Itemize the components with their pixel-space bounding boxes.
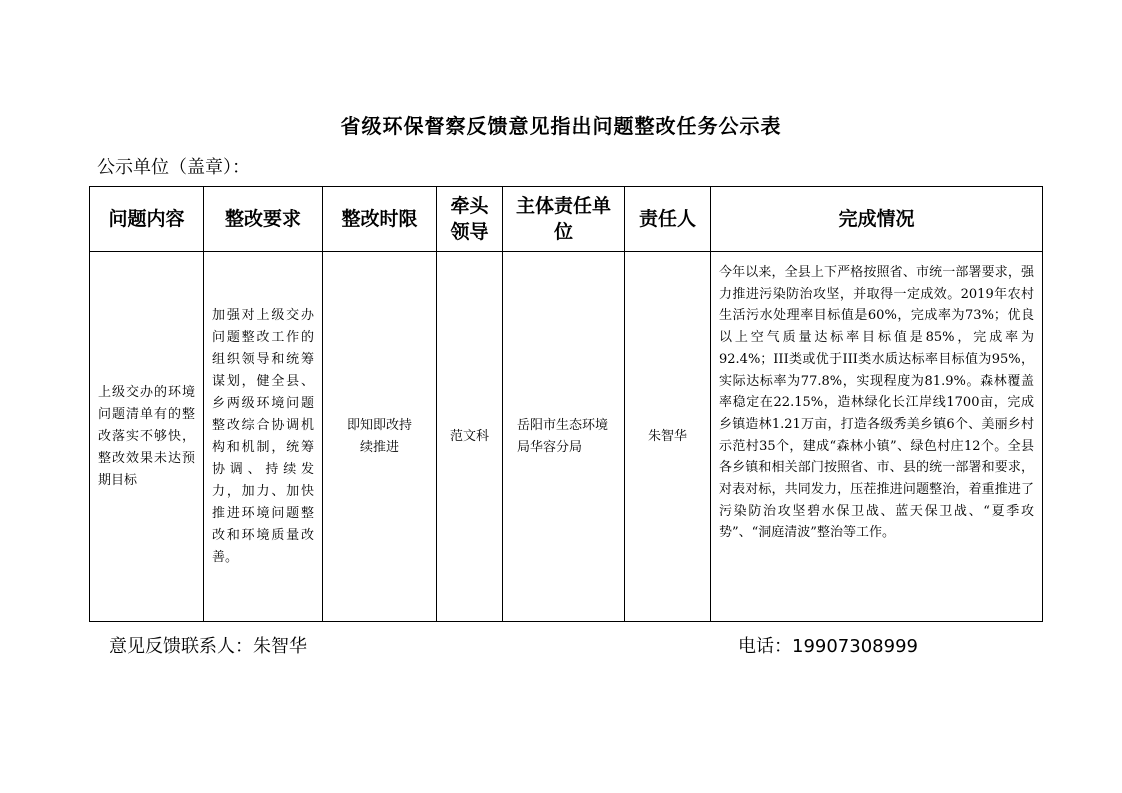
header-deadline: 整改时限	[323, 187, 437, 252]
cell-requirement: 加强对上级交办问题整改工作的组织领导和统筹谋划，健全县、乡两级环境问题整改综合协调机构和机制，统筹协调、持续发力，加力、加快推进环境问题整改和环境质量改善。	[204, 252, 323, 622]
header-requirement: 整改要求	[204, 187, 323, 252]
cell-responsible-unit: 岳阳市生态环境局华容分局	[503, 252, 625, 622]
cell-responsible-person: 朱智华	[625, 252, 711, 622]
cell-leader: 范文科	[437, 252, 503, 622]
header-leader: 牵头领导	[437, 187, 503, 252]
header-problem: 问题内容	[90, 187, 204, 252]
header-responsible-unit: 主体责任单位	[503, 187, 625, 252]
cell-status: 今年以来，全县上下严格按照省、市统一部署要求，强力推进污染防治攻坚，并取得一定成效。2019年农村生活污水处理率目标值是60%，完成率为73%；优良以上空气质量达标率目标值是85%，完成率为92.4%；III类或优于III类水质达标率目标值为95%，实际达标率为77.8%，实现程度为81.9%。森林覆盖率稳定在22.15%，造林绿化长江岸线1700亩，完成乡镇造林1.21万亩，打造各级秀美乡镇6个、美丽乡村示范村35个，建成“森林小镇”、绿色村庄12个。全县各乡镇和相关部门按照省、市、县的统一部署和要求，对表对标，共同发力，压茬推进问题整治，着重推进了污染防治攻坚碧水保卫战、蓝天保卫战、“夏季攻势”、“洞庭清波”整治等工作。	[711, 252, 1043, 622]
publishing-unit-label: 公示单位（盖章）：	[97, 157, 250, 178]
header-row	[90, 187, 1043, 252]
contact-person: 意见反馈联系人：朱智华	[109, 636, 307, 657]
cell-problem: 上级交办的环境问题清单有的整改落实不够快，整改效果未达预期目标	[90, 252, 204, 622]
contact-phone: 电话：19907308999	[738, 636, 918, 657]
cell-deadline: 即知即改持续推进	[323, 252, 437, 622]
header-status: 完成情况	[711, 187, 1043, 252]
page-title: 省级环保督察反馈意见指出问题整改任务公示表	[340, 114, 782, 138]
table-row	[90, 252, 1043, 622]
header-responsible-person: 责任人	[625, 187, 711, 252]
rectification-table	[89, 186, 1043, 622]
